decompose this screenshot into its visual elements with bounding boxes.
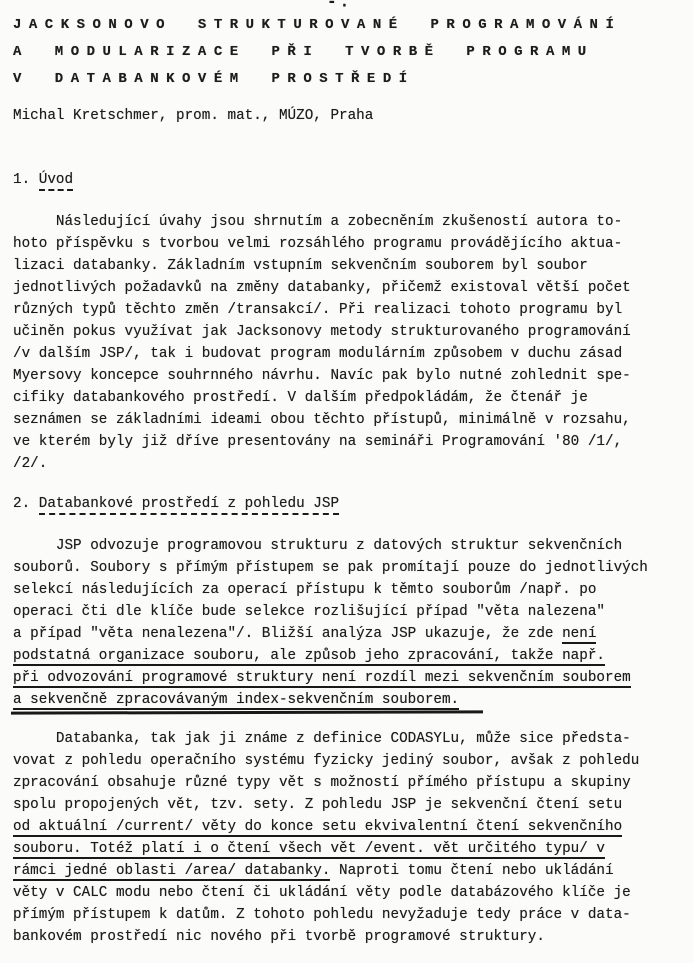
text-line xyxy=(13,645,683,667)
underlined-text-segment: a sekvenčně zpracovávaným index-sekvenčním souborem. xyxy=(13,692,460,708)
text-segment: zpracování obsahuje různé typy vět s možností přímého přístupu a skupiny xyxy=(13,775,631,791)
text-line xyxy=(13,860,683,882)
text-segment: a případ "věta nenalezena"/. Bližší analýza JSP ukazuje, že zde xyxy=(13,626,563,642)
author-line: Michal Kretschmer, prom. mat., MÚZO, Praha xyxy=(13,108,374,124)
text-line xyxy=(13,579,683,601)
text-line xyxy=(13,772,683,794)
page-number-mark-text: -. xyxy=(327,0,353,13)
paragraph xyxy=(13,535,683,711)
text-line xyxy=(13,299,683,321)
text-line xyxy=(13,343,683,365)
text-line xyxy=(13,689,683,711)
underlined-text-segment: není xyxy=(562,626,597,642)
text-segment: Následující úvahy jsou shrnutím a zobecněním zkušeností autora to- xyxy=(13,214,623,230)
paragraph-list xyxy=(13,535,683,948)
text-line xyxy=(13,211,683,233)
text-segment: spolu propojených vět, tzv. sety. Z pohledu JSP je sekvenční čtení setu xyxy=(13,797,623,813)
text-line xyxy=(13,453,683,475)
text-line xyxy=(13,623,683,645)
underlined-text-segment: souboru. Totéž platí i o čtení všech vět /event. vět určitého typu/ v xyxy=(13,841,605,857)
paragraph-list xyxy=(13,211,683,475)
text-segment: vovat z pohledu operačního systému fyzicky jediný soubor, avšak z pohledu xyxy=(13,753,640,769)
text-line xyxy=(13,601,683,623)
text-segment: Databanka, tak jak ji známe z definice CODASYLu, může sice předsta- xyxy=(13,731,631,747)
text-segment: /2/. xyxy=(13,456,48,472)
paragraph xyxy=(13,211,683,475)
document-title-line-2: A MODULARIZACE PŘI TVORBĚ PROGRAMU xyxy=(13,44,594,60)
section xyxy=(13,169,683,475)
text-line xyxy=(13,750,683,772)
page-number-mark xyxy=(327,0,367,13)
text-segment: různých typů těchto změn /transakcí/. Při realizaci tohoto programu byl xyxy=(13,302,623,318)
underlined-text-segment: při odvozování programové struktury není rozdíl mezi sekvenčním souborem xyxy=(13,670,631,686)
text-line xyxy=(13,277,683,299)
text-line xyxy=(13,904,683,926)
section-heading-text: Databankové prostředí z pohledu JSP xyxy=(39,496,339,515)
text-segment: JSP odvozuje programovou strukturu z datových struktur sekvenčních xyxy=(13,538,623,554)
text-segment: souborů. Soubory s přímým přístupem se pak promítají pouze do jednotlivých xyxy=(13,560,648,576)
text-segment: lizaci databanky. Základním vstupním sekvenčním souborem byl soubor xyxy=(13,258,588,274)
paragraph xyxy=(13,728,683,948)
text-segment: věty v CALC modu nebo čtení či ukládání věty podle databázového klíče je xyxy=(13,885,631,901)
text-line xyxy=(13,838,683,860)
section-heading xyxy=(13,493,683,515)
text-segment: přímým přístupem k datům. Z tohoto pohledu nevyžaduje tedy práce v data- xyxy=(13,907,631,923)
document-title-line-3: V DATABANKOVÉM PROSTŘEDÍ xyxy=(13,71,415,87)
section-heading-text: Úvod xyxy=(39,172,73,191)
section xyxy=(13,493,683,948)
title-block xyxy=(13,12,683,93)
text-line xyxy=(13,816,683,838)
text-line xyxy=(13,882,683,904)
text-line xyxy=(13,255,683,277)
underlined-text-segment: podstatná organizace souboru, ale způsob jeho zpracování, takže např. xyxy=(13,648,605,664)
text-line xyxy=(13,794,683,816)
text-line xyxy=(13,321,683,343)
text-line xyxy=(13,557,683,579)
text-line xyxy=(13,926,683,948)
section-number: 2. xyxy=(13,496,39,512)
text-line xyxy=(13,667,683,689)
text-line xyxy=(13,535,683,557)
text-line xyxy=(13,233,683,255)
text-line xyxy=(13,387,683,409)
underlined-text-segment: rámci jedné oblasti /area/ databanky. xyxy=(13,863,331,879)
text-segment: cifiky databankového prostředí. V dalším předpokládám, že čtenář je xyxy=(13,390,588,406)
text-line xyxy=(13,409,683,431)
text-segment: /v dalším JSP/, tak i budovat program modulárním způsobem v duchu zásad xyxy=(13,346,623,362)
text-segment: jednotlivých požadavků na změny databanky, přičemž existoval větší počet xyxy=(13,280,631,296)
text-segment: ve kterém byly již dříve presentovány na semináři Programování '80 /1/, xyxy=(13,434,623,450)
text-line xyxy=(13,431,683,453)
text-segment: Naproti tomu čtení nebo ukládání xyxy=(330,863,614,879)
text-segment: bankovém prostředí nic nového při tvorbě programové struktury. xyxy=(13,929,545,945)
text-segment: selekcí následujících za operací přístupu k těmto souborům /např. po xyxy=(13,582,597,598)
text-segment: operaci čti dle klíče bude selekce rozlišující případ "věta nalezena" xyxy=(13,604,605,620)
section-number: 1. xyxy=(13,172,39,188)
text-line xyxy=(13,365,683,387)
section-heading xyxy=(13,169,683,191)
document-title-line-1: JACKSONOVO STRUKTUROVANÉ PROGRAMOVÁNÍ xyxy=(13,17,622,33)
text-segment: Myersovy koncepce souhrnného návrhu. Navíc pak bylo nutné zohlednit spe- xyxy=(13,368,631,384)
text-segment: seznámen se základními ideami obou těchto přístupů, minimálně v rozsahu, xyxy=(13,412,631,428)
text-segment: učiněn pokus využívat jak Jacksonovy metody strukturovaného programování xyxy=(13,324,631,340)
text-line xyxy=(13,728,683,750)
underlined-text-segment: od aktuální /current/ věty do konce setu ekvivalentní čtení sekvenčního xyxy=(13,819,623,835)
text-segment: hoto příspěvku s tvorbou velmi rozsáhlého programu provádějícího aktua- xyxy=(13,236,623,252)
